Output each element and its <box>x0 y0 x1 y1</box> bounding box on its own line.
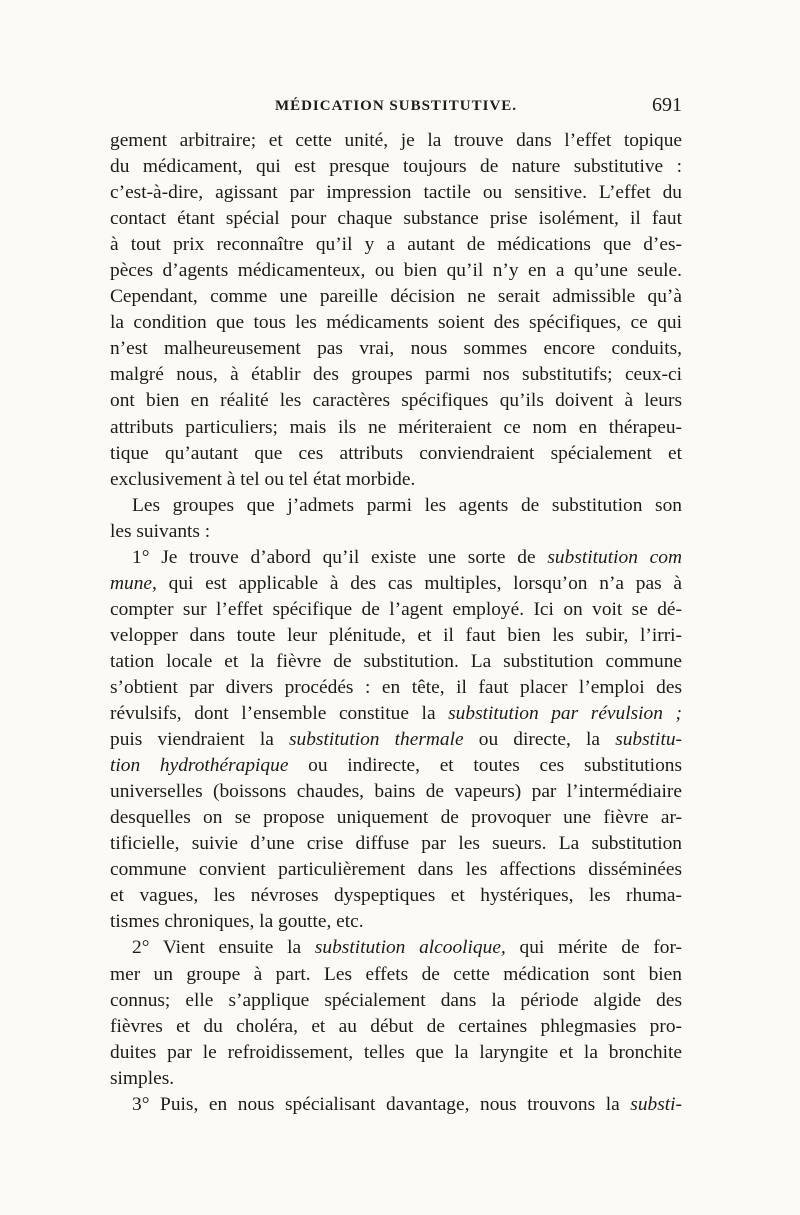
text-line: compter sur l’effet spécifique de l’agent employé. Ici on voit se dé- <box>110 598 682 620</box>
text-line: tation locale et la fièvre de substitution. La substitution commune <box>110 650 682 672</box>
text-segment: 3° Puis, en nous spécialisant davantage, nous trouvons la <box>132 1093 631 1115</box>
text-line: les suivants : <box>110 520 211 542</box>
text-line: la condition que tous les médicaments soient des spécifiques, ce qui <box>110 312 682 334</box>
text-line: c’est-à-dire, agissant par impression tactile ou sensitive. L’effet du <box>110 182 682 204</box>
text-line: à tout prix reconnaître qu’il y a autant de médications que d’es- <box>110 234 682 256</box>
text-line: gement arbitraire; et cette unité, je la trouve dans l’effet topique <box>110 130 682 151</box>
italic-term: substitution thermale <box>289 729 464 751</box>
text-segment: 2° Vient ensuite la <box>132 937 315 959</box>
text-line: n’est malheureusement pas vrai, nous sommes encore conduits, <box>110 338 682 360</box>
text-line: commune convient particulièrement dans les affections disséminées <box>110 859 682 881</box>
text-line: tificielle, suivie d’une crise diffuse par les sueurs. La substitution <box>110 833 682 855</box>
text-line <box>110 545 682 571</box>
text-line: tique qu’autant que ces attributs conviendraient spécialement et <box>110 442 682 464</box>
text-segment: ou indirecte, et toutes ces substitutions <box>288 755 683 777</box>
text-segment: qui mérite de for- <box>505 937 682 959</box>
italic-term: mune, <box>110 572 157 594</box>
page-header <box>110 94 682 126</box>
text-line <box>110 701 682 727</box>
text-segment: révulsifs, dont l’ensemble constitue la <box>110 703 449 725</box>
text-line <box>110 571 682 597</box>
text-line: Les groupes que j’admets parmi les agents de substitution son <box>132 494 682 516</box>
text-segment: ou directe, la <box>463 729 616 751</box>
text-line: connus; elle s’applique spécialement dans la période algide des <box>110 989 682 1011</box>
text-line: mer un groupe à part. Les effets de cette médication sont bien <box>110 963 682 985</box>
text-line: simples. <box>110 1067 175 1089</box>
text-line: contact étant spécial pour chaque substance prise isolément, il faut <box>110 208 682 230</box>
text-line <box>110 727 682 753</box>
text-line: malgré nous, à établir des groupes parmi nos substitutifs; ceux-ci <box>110 364 682 386</box>
text-line: fièvres et du choléra, et au début de certaines phlegmasies pro- <box>110 1015 682 1037</box>
text-line: attributs particuliers; mais ils ne mériteraient ce nom en thérapeu- <box>110 416 682 438</box>
italic-term: substitu- <box>615 729 682 751</box>
body-text <box>110 128 682 1118</box>
text-line <box>110 753 682 779</box>
text-segment: qui est applicable à des cas multiples, lorsqu’on n’a pas à <box>156 572 682 594</box>
text-line: ont bien en réalité les caractères spécifiques qu’ils doivent à leurs <box>110 390 682 412</box>
italic-term: substitution alcoolique, <box>314 937 506 959</box>
text-line: s’obtient par divers procédés : en tête, il faut placer l’emploi des <box>110 676 682 698</box>
text-line: desquelles on se propose uniquement de provoquer une fièvre ar- <box>110 807 682 829</box>
text-line: du médicament, qui est presque toujours de nature substitutive : <box>110 156 682 178</box>
italic-term: substi- <box>630 1093 682 1115</box>
text-segment: puis viendraient la <box>110 729 289 751</box>
text-line: universelles (boissons chaudes, bains de vapeurs) par l’intermédiaire <box>110 781 682 803</box>
page-number: 691 <box>652 94 682 116</box>
text-line: pèces d’agents médicamenteux, ou bien qu’il n’y en a qu’une seule. <box>110 260 682 282</box>
text-line: tismes chroniques, la goutte, etc. <box>110 911 364 933</box>
text-line: Cependant, comme une pareille décision ne serait admissible qu’à <box>110 286 682 308</box>
text-segment: 1° Je trouve d’abord qu’il existe une sorte de <box>132 546 548 568</box>
italic-term: substitution par révulsion ; <box>448 703 682 725</box>
text-line: duites par le refroidissement, telles que la laryngite et la bronchite <box>110 1041 682 1063</box>
running-title: MÉDICATION SUBSTITUTIVE. <box>274 98 518 114</box>
italic-term: substitution com <box>547 546 682 568</box>
text-line <box>110 1092 682 1118</box>
text-line: et vagues, les névroses dyspeptiques et hystériques, les rhuma- <box>110 885 682 907</box>
text-line: exclusivement à tel ou tel état morbide. <box>110 468 416 490</box>
text-line: velopper dans toute leur plénitude, et il faut bien les subir, l’irri- <box>110 624 682 646</box>
italic-term: tion hydrothérapique <box>110 755 289 777</box>
text-line <box>110 935 682 961</box>
